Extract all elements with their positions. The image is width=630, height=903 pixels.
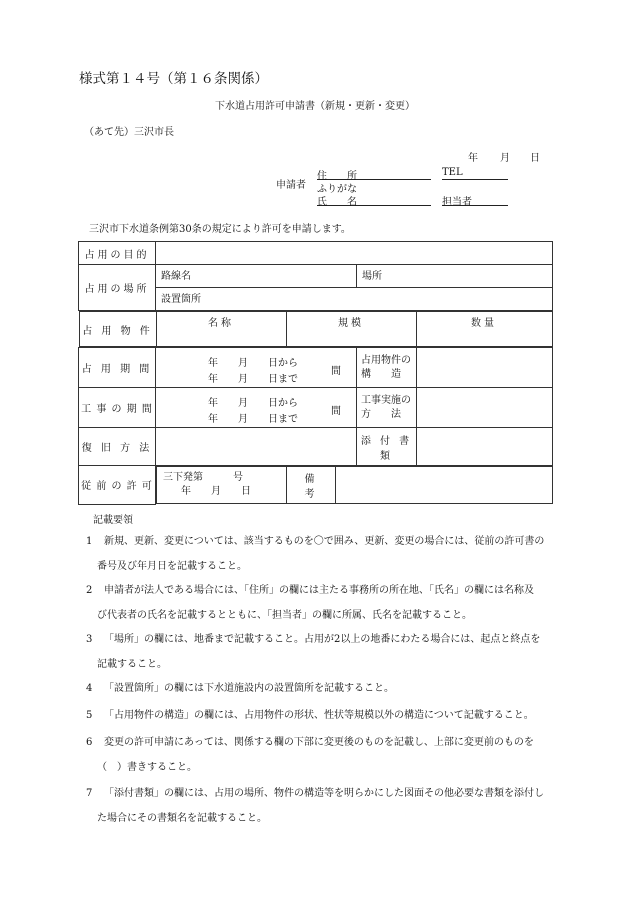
addressee: （あて先）三沢市長 — [84, 127, 174, 138]
note-line: 「設置箇所」の欄には下水道施設内の設置箇所を記載すること。 — [104, 683, 394, 694]
note-line: 「添付書類」の欄には、占用の場所、物件の構造等を明らかにした図面その他必要な書類を添付し — [104, 788, 544, 799]
note-number: 6 — [86, 737, 93, 748]
structure-label — [357, 348, 417, 388]
occ-to: 年 月 日まで — [208, 373, 298, 385]
con-between: 間 — [331, 405, 341, 417]
note-line: 変更の許可申請にあっては、関係する欄の下部に変更後のものを記載し、上部に変更前のものを — [104, 737, 534, 748]
attachments-label: 添 付 書 類 — [357, 428, 417, 466]
note-number: 5 — [86, 710, 93, 721]
obj-scale-label: 規模 — [338, 318, 364, 329]
note-number: 2 — [86, 585, 93, 596]
occ-from: 年 月 日から — [208, 357, 298, 369]
note-line-continued: た場合にその書類名を記載すること。 — [97, 813, 267, 824]
address-label: 住 所 — [317, 171, 357, 182]
install-site-field[interactable] — [156, 288, 553, 311]
structure-label-line1: 占用物件の — [361, 354, 411, 366]
application-table — [78, 241, 553, 505]
construction-period-field[interactable] — [156, 388, 357, 428]
obj-qty-field[interactable] — [416, 312, 552, 347]
install-site-label: 設置箇所 — [161, 294, 201, 305]
obj-qty-label: 数量 — [471, 318, 497, 329]
obj-scale-field[interactable] — [286, 312, 416, 347]
purpose-label: 占用の目的 — [79, 242, 156, 265]
address-field[interactable] — [317, 167, 431, 180]
previous-permit-label: 従 前 の 許 可 — [79, 466, 156, 505]
occupancy-period-field[interactable] — [156, 348, 357, 388]
note-line-continued: び代表者の氏名を記載するとともに、「担当者」の欄に所属、氏名を記載すること。 — [97, 610, 472, 621]
notes-title: 記載要領 — [93, 515, 133, 526]
note-number: 4 — [86, 683, 93, 694]
date-year: 年 — [468, 153, 478, 164]
obj-name-field[interactable] — [156, 312, 286, 347]
note-line: 「占用物件の構造」の欄には、占用物件の形状、性状等規模以外の構造について記載すること。 — [104, 710, 534, 721]
tel-field[interactable] — [442, 167, 508, 180]
route-name-label: 路線名 — [161, 271, 191, 282]
remarks-field[interactable] — [336, 467, 553, 504]
note-line: 申請者が法人である場合には、「住所」の欄には主たる事務所の所在地、「氏名」の欄には名称及 — [104, 585, 534, 596]
note-number: 3 — [86, 634, 93, 645]
purpose-field[interactable] — [156, 242, 553, 265]
tel-label: TEL — [442, 167, 463, 178]
location-label: 占用の場所 — [79, 265, 156, 311]
place-label: 場所 — [362, 271, 382, 282]
note-line: 新規、更新、変更については、該当するものを〇で囲み、更新、変更の場合には、従前の許可書の — [104, 536, 545, 547]
route-name-field[interactable] — [156, 265, 357, 288]
applicant-label: 申請者 — [276, 180, 306, 191]
restoration-field[interactable] — [156, 428, 357, 466]
restoration-label: 復 旧 方 法 — [79, 428, 156, 466]
con-from: 年 月 日から — [208, 397, 298, 409]
structure-label-line2: 構 造 — [361, 368, 401, 380]
name-field[interactable] — [317, 193, 431, 206]
occ-between: 間 — [331, 365, 341, 377]
note-number: 1 — [86, 536, 93, 547]
permit-number-field[interactable] — [157, 467, 287, 504]
note-line: 「場所」の欄には、地番まで記載すること。占用が2以上の地番にわたる場合には、起点と終点を — [104, 634, 541, 645]
structure-field[interactable] — [417, 348, 553, 388]
form-number: 様式第１４号（第１６条関係） — [79, 71, 268, 87]
place-field[interactable] — [357, 265, 553, 288]
occupancy-period-label: 占 用 期 間 — [79, 348, 156, 388]
permit-number: 三下発第 号 — [163, 472, 243, 483]
date-month: 月 — [500, 153, 510, 164]
name-label: 氏 名 — [317, 197, 357, 208]
note-line-continued: （ ）書きすること。 — [97, 762, 197, 773]
attachments-field[interactable] — [417, 428, 553, 466]
note-number: 7 — [86, 788, 93, 799]
construction-period-label: 工 事 の 期 間 — [79, 388, 156, 428]
objects-label: 占 用 物 件 — [79, 312, 156, 347]
con-to: 年 月 日まで — [208, 413, 298, 425]
method-label-line1: 工事実施の — [361, 394, 411, 406]
statement: 三沢市下水道条例第30条の規定により許可を申請します。 — [89, 224, 351, 235]
remarks-label: 備 考 — [287, 467, 336, 504]
method-label — [357, 388, 417, 428]
obj-name-label: 名称 — [208, 318, 234, 329]
note-line-continued: 番号及び年月日を記載すること。 — [97, 561, 247, 572]
contact-label: 担当者 — [442, 197, 472, 208]
furigana-label: ふりがな — [317, 184, 357, 195]
method-field[interactable] — [417, 388, 553, 428]
document-title: 下水道占用許可申請書（新規・更新・変更） — [215, 101, 415, 112]
note-line-continued: 記載すること。 — [97, 659, 167, 670]
method-label-line2: 方 法 — [361, 408, 401, 420]
date-day: 日 — [530, 153, 540, 164]
permit-date: 年 月 日 — [181, 486, 251, 497]
contact-field[interactable] — [442, 193, 508, 206]
